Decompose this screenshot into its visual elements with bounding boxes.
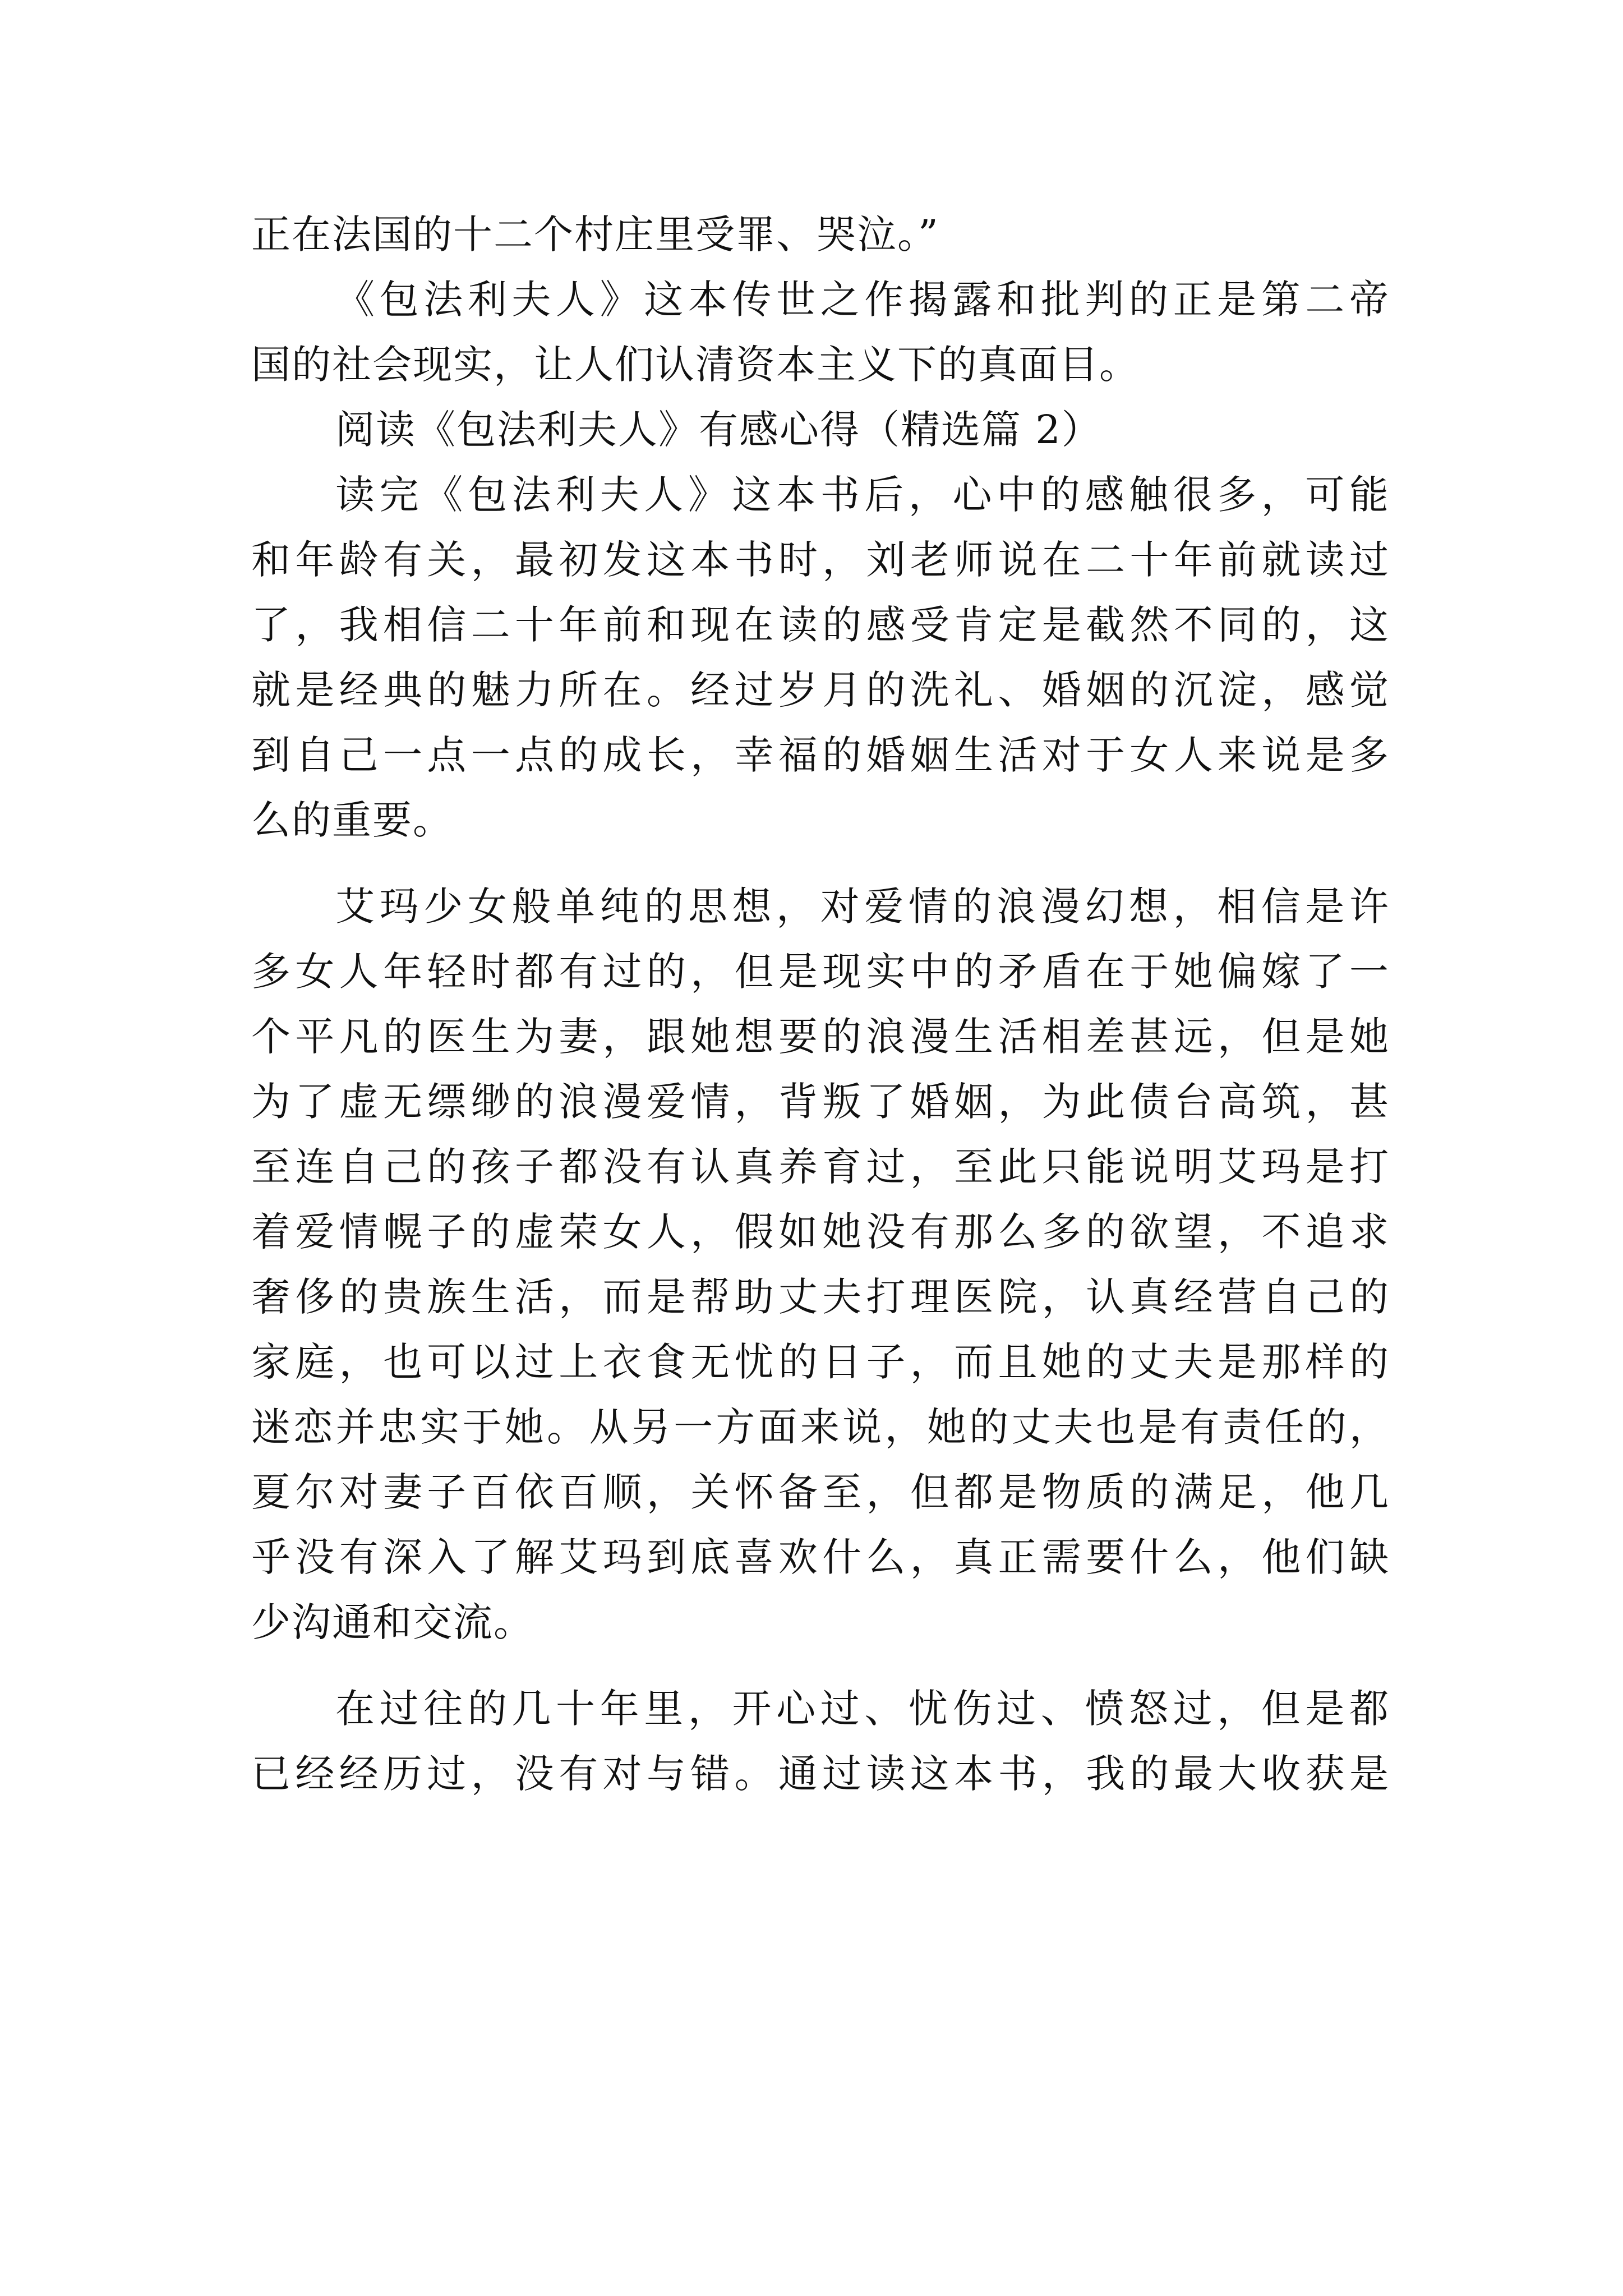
document-body [251, 202, 1390, 1806]
text-line: 《包法利夫人》这本传世之作揭露和批判的正是第二帝 [335, 277, 1390, 323]
text-line: 已经经历过，没有对与错。通过读这本书，我的最大收获是 [251, 1751, 1390, 1797]
text-line: 读完《包法利夫人》这本书后，心中的感触很多，可能 [335, 472, 1390, 518]
text-line: 为了虚无缥缈的浪漫爱情，背叛了婚姻，为此债台高筑，甚 [251, 1079, 1390, 1125]
text-line: 阅读《包法利夫人》有感心得（精选篇 2） [335, 407, 1102, 453]
text-line: 着爱情幌子的虚荣女人，假如她没有那么多的欲望，不追求 [251, 1209, 1390, 1255]
text-line: 了，我相信二十年前和现在读的感受肯定是截然不同的，这 [251, 602, 1390, 648]
text-line: 艾玛少女般单纯的思想，对爱情的浪漫幻想，相信是许 [335, 884, 1390, 930]
text-line: 国的社会现实，让人们认清资本主义下的真面目。 [251, 342, 1140, 388]
text-line: 到自己一点一点的成长，幸福的婚姻生活对于女人来说是多 [251, 732, 1390, 778]
text-line: 至连自己的孩子都没有认真养育过，至此只能说明艾玛是打 [251, 1144, 1390, 1190]
text-line: 正在法国的十二个村庄里受罪、哭泣。” [251, 211, 939, 257]
text-line: 乎没有深入了解艾玛到底喜欢什么，真正需要什么，他们缺 [251, 1534, 1390, 1580]
text-line: 多女人年轻时都有过的，但是现实中的矛盾在于她偏嫁了一 [251, 949, 1390, 995]
text-line: 家庭，也可以过上衣食无忧的日子，而且她的丈夫是那样的 [251, 1339, 1390, 1385]
text-line: 迷恋并忠实于她。从另一方面来说，她的丈夫也是有责任的， [251, 1404, 1390, 1450]
text-line: 个平凡的医生为妻，跟她想要的浪漫生活相差甚远，但是她 [251, 1014, 1390, 1060]
text-line: 夏尔对妻子百依百顺，关怀备至，但都是物质的满足，他几 [251, 1469, 1390, 1515]
text-line: 在过往的几十年里，开心过、忧伤过、愤怒过，但是都 [335, 1686, 1390, 1732]
text-line: 和年龄有关，最初发这本书时，刘老师说在二十年前就读过 [251, 537, 1390, 583]
text-line: 奢侈的贵族生活，而是帮助丈夫打理医院，认真经营自己的 [251, 1274, 1390, 1320]
text-line: 么的重要。 [251, 797, 453, 843]
text-line: 就是经典的魅力所在。经过岁月的洗礼、婚姻的沉淀，感觉 [251, 667, 1390, 713]
text-line: 少沟通和交流。 [251, 1599, 534, 1645]
